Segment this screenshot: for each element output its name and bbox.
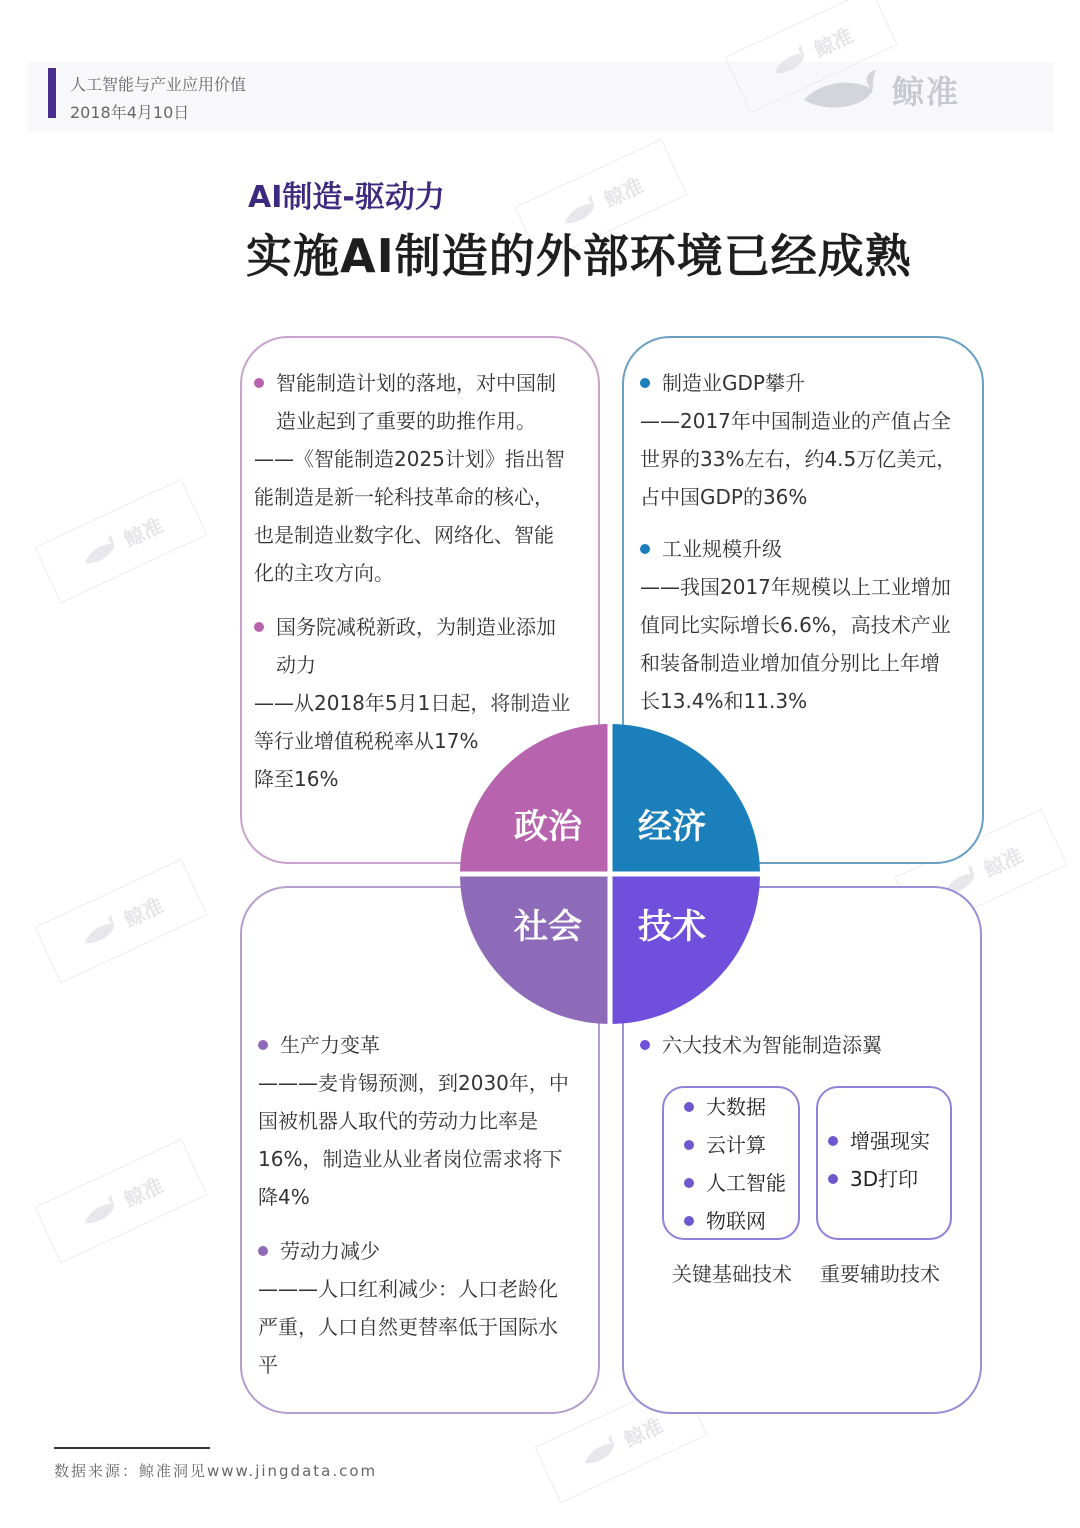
- list-item: 劳动力减少: [258, 1232, 594, 1270]
- aux-tech-caption: 重要辅助技术: [820, 1262, 940, 1286]
- bullet-dot-icon: [640, 378, 650, 388]
- watermark-logo: 鲸准: [34, 859, 207, 984]
- bullet-dot-icon: [684, 1140, 694, 1150]
- bullet-dot-icon: [828, 1136, 838, 1146]
- bullet-dot-icon: [684, 1178, 694, 1188]
- list-item: 增强现实: [828, 1122, 930, 1160]
- brand-name: 鲸准: [892, 73, 961, 111]
- technology-heading: 六大技术为智能制造添翼: [640, 1026, 882, 1064]
- technology-label: 技术: [638, 907, 706, 947]
- data-source: 数据来源：鲸准洞见www.jingdata.com: [54, 1462, 378, 1480]
- key-tech-caption: 关键基础技术: [672, 1262, 792, 1286]
- report-date: 2018年4月10日: [70, 103, 190, 122]
- list-item: 大数据: [684, 1088, 786, 1126]
- bullet-dot-icon: [640, 1040, 650, 1050]
- section-subtitle: AI制造-驱动力: [248, 180, 445, 215]
- bullet-dot-icon: [254, 378, 264, 388]
- watermark-logo: 鲸准: [724, 0, 897, 113]
- society-label: 社会: [514, 907, 582, 947]
- economy-label: 经济: [638, 807, 706, 847]
- list-item: 工业规模升级: [640, 530, 976, 568]
- aux-tech-list: [828, 1122, 930, 1198]
- list-item: 人工智能: [684, 1164, 786, 1202]
- list-item: 生产力变革: [258, 1026, 594, 1064]
- society-content: 生产力变革 ———麦肯锡预测，到2030年，中 国被机器人取代的劳动力比率是 16%，制造业从业者岗位需求将下 降4% 劳动力减少 ———人口红利减少：人口老龄化 严重，人口自然更替率低于国际水 平: [258, 1026, 594, 1384]
- economy-content: 制造业GDP攀升 ——2017年中国制造业的产值占全 世界的33%左右，约4.5万亿美元， 占中国GDP的36% 工业规模升级 ——我国2017年规模以上工业增加 值同比实际增长6.6%，高技术产业 和装备制造业增加值分别比上年增 长13.4%和11.3%: [640, 364, 976, 720]
- list-item: 智能制造计划的落地，对中国制 造业起到了重要的助推作用。: [254, 364, 594, 440]
- list-item: 国务院减税新政，为制造业添加 动力: [254, 608, 594, 684]
- bullet-dot-icon: [254, 622, 264, 632]
- list-item: 制造业GDP攀升: [640, 364, 976, 402]
- politics-label: 政治: [514, 807, 582, 847]
- bullet-dot-icon: [684, 1102, 694, 1112]
- society-quadrant: [460, 874, 610, 1024]
- list-item: 云计算: [684, 1126, 786, 1164]
- bullet-dot-icon: [640, 544, 650, 554]
- pest-pie-diagram: [460, 724, 760, 1024]
- watermark-logo: 鲸准: [34, 1139, 207, 1264]
- list-item: 3D打印: [828, 1160, 930, 1198]
- key-tech-list: [684, 1088, 786, 1240]
- bullet-dot-icon: [684, 1216, 694, 1226]
- footer-divider: [54, 1447, 210, 1449]
- politics-content: 智能制造计划的落地，对中国制 造业起到了重要的助推作用。 ——《智能制造2025计划》指出智 能制造是新一轮科技革命的核心， 也是制造业数字化、网络化、智能 化的主攻方向。 国务院减税新政，为制造业添加 动力 ——从2018年5月1日起，将制造业 等行业增值税税率从17% 降至16%: [254, 364, 594, 798]
- watermark-logo: 鲸准: [894, 809, 1067, 934]
- watermark-logo: 鲸准: [34, 479, 207, 604]
- bullet-dot-icon: [828, 1174, 838, 1184]
- report-title: 人工智能与产业应用价值: [70, 75, 247, 94]
- list-item: 物联网: [684, 1202, 786, 1240]
- header-accent-bar: [48, 68, 56, 118]
- watermark-logo: 鲸准: [534, 1379, 707, 1504]
- politics-quadrant: [460, 724, 610, 874]
- technology-quadrant: [610, 874, 760, 1024]
- economy-quadrant: [610, 724, 760, 874]
- watermark-logo: 鲸准: [514, 139, 687, 264]
- page-title: 实施AI制造的外部环境已经成熟: [246, 229, 912, 283]
- bullet-dot-icon: [258, 1040, 268, 1050]
- bullet-dot-icon: [258, 1246, 268, 1256]
